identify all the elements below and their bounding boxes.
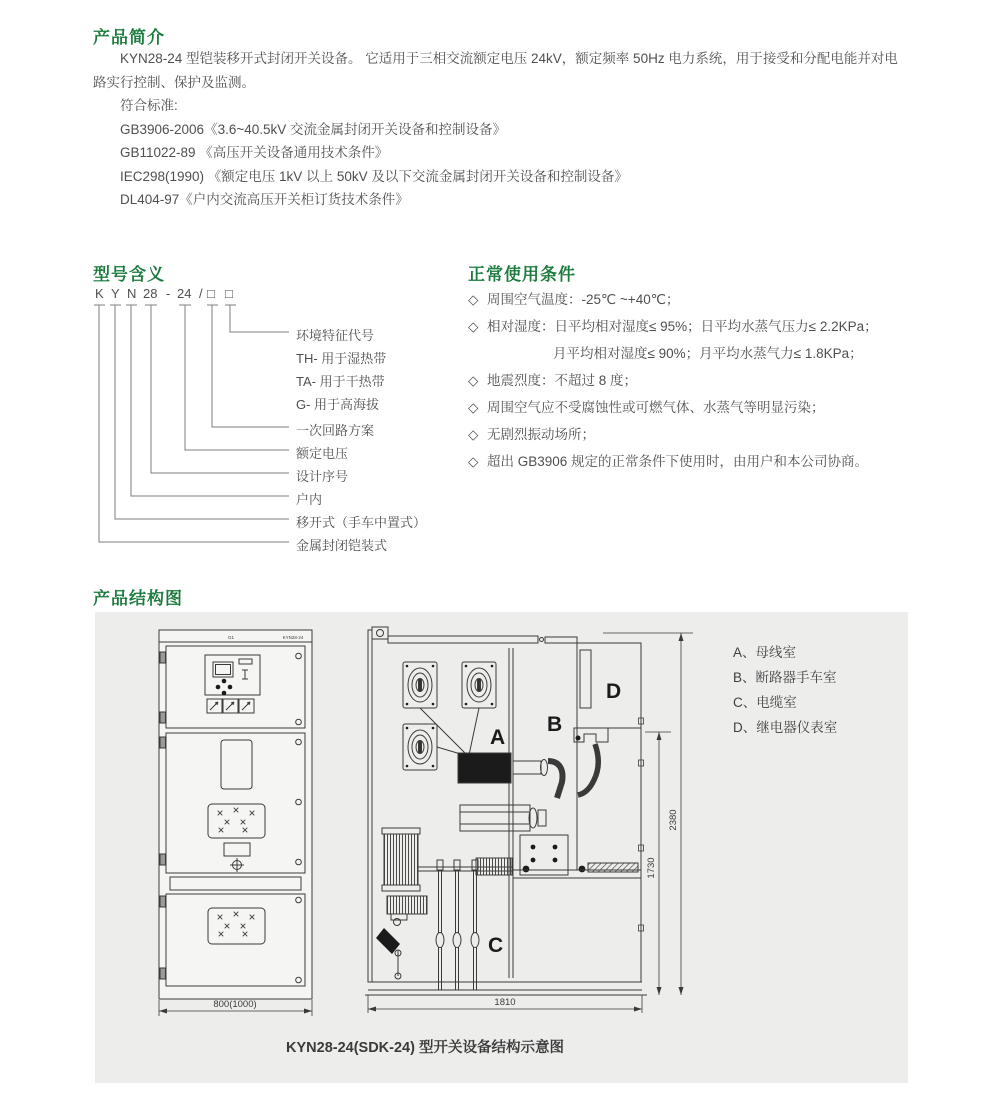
condition-text: 相对湿度：日平均相对湿度≤ 95%；日平均水蒸气压力≤ 2.2KPa； bbox=[487, 319, 878, 334]
condition-item bbox=[468, 313, 938, 340]
condition-text: 周围空气温度：-25℃ ~+40℃； bbox=[487, 292, 680, 307]
condition-item bbox=[468, 367, 938, 394]
busbar-bushing bbox=[462, 662, 496, 708]
side-width-dimension: 1810 bbox=[494, 997, 516, 1008]
section-title-structure: 产品结构图 bbox=[93, 589, 183, 609]
condition-text: 无剧烈振动场所； bbox=[487, 427, 595, 442]
code-char: 24 bbox=[177, 286, 192, 301]
model-label: 设计序号 bbox=[296, 469, 349, 484]
intro-paragraph: KYN28-24 型铠装移开式封闭开关设备。 它适用于三相交流额定电压 24kV，额定频率 50Hz 电力系统，用于接受和分配电能并对电路实行控制、保护及监测。 bbox=[93, 51, 898, 90]
model-label: 环境特征代号 bbox=[296, 328, 375, 343]
standard-item: GB11022-89 《高压开关设备通用技术条件》 bbox=[120, 145, 389, 160]
section-title-conditions: 正常使用条件 bbox=[468, 265, 576, 285]
side-height-dimension-inner: 1730 bbox=[646, 857, 657, 879]
standard-item: IEC298(1990) 《额定电压 1kV 以上 50kV 及以下交流金属封闭开关设备和控制设备》 bbox=[120, 168, 628, 184]
condition-item bbox=[468, 286, 938, 313]
legend-item: A、母线室 bbox=[733, 645, 797, 660]
code-placeholder-box: □ bbox=[225, 286, 233, 301]
model-label: 金属封闭铠装式 bbox=[296, 538, 388, 553]
legend-item: B、断路器手车室 bbox=[733, 670, 837, 685]
code-char: K bbox=[95, 286, 104, 301]
side-view-drawing bbox=[363, 620, 703, 1022]
condition-text: 地震烈度：不超过 8 度； bbox=[487, 373, 638, 388]
front-view-header-right: KYN28-24 bbox=[282, 635, 304, 640]
condition-text: 月平均相对湿度≤ 90%；月平均水蒸气力≤ 1.8KPa； bbox=[553, 346, 863, 361]
diamond-bullet-icon: ◇ bbox=[468, 427, 479, 442]
code-placeholder-box: □ bbox=[207, 286, 215, 301]
side-height-dimension-outer: 2380 bbox=[668, 809, 679, 831]
figure-caption: KYN28-24(SDK-24) 型开关设备结构示意图 bbox=[286, 1040, 564, 1056]
code-char: N bbox=[127, 286, 137, 301]
condition-item bbox=[468, 448, 938, 475]
structure-diagram-panel bbox=[95, 612, 908, 1083]
intro-body bbox=[93, 47, 906, 212]
model-label: 额定电压 bbox=[296, 446, 349, 461]
model-label: TA- 用于干热带 bbox=[296, 374, 385, 389]
model-label: 移开式（手车中置式） bbox=[296, 515, 427, 530]
conditions-list bbox=[468, 286, 938, 475]
section-title-model: 型号含义 bbox=[93, 265, 165, 285]
code-char: - bbox=[166, 286, 171, 301]
compartment-label-d: D bbox=[606, 680, 622, 703]
model-label: 户内 bbox=[296, 492, 323, 507]
compartment-d bbox=[577, 643, 641, 870]
diamond-bullet-icon: ◇ bbox=[468, 292, 479, 307]
compartment-label-c: C bbox=[488, 934, 504, 957]
condition-item bbox=[468, 421, 938, 448]
contact-assembly bbox=[520, 835, 585, 875]
standard-item: GB3906-2006《3.6~40.5kV 交流金属封闭开关设备和控制设备》 bbox=[120, 121, 506, 137]
diamond-bullet-icon: ◇ bbox=[468, 454, 479, 469]
code-char: 28 bbox=[143, 286, 158, 301]
front-view-header-left: G1 bbox=[227, 635, 235, 640]
condition-item bbox=[468, 394, 938, 421]
diamond-bullet-icon: ◇ bbox=[468, 319, 479, 334]
compartment-legend bbox=[733, 640, 837, 740]
compartment-label-b: B bbox=[547, 713, 563, 736]
code-char: Y bbox=[111, 286, 120, 301]
front-view-drawing bbox=[157, 626, 322, 1028]
model-label: 一次回路方案 bbox=[296, 423, 375, 438]
compartment-label-a: A bbox=[490, 726, 506, 749]
code-char: / bbox=[199, 286, 203, 301]
condition-text: 周围空气应不受腐蚀性或可燃气体、水蒸气等明显污染； bbox=[487, 400, 825, 415]
model-label: TH- 用于湿热带 bbox=[296, 351, 387, 366]
legend-item: D、继电器仪表室 bbox=[733, 720, 838, 735]
busbar-bushing bbox=[403, 662, 437, 708]
model-label: G- 用于高海拔 bbox=[296, 397, 380, 412]
condition-item-continuation bbox=[553, 340, 938, 367]
condition-text: 超出 GB3906 规定的正常条件下使用时，由用户和本公司协商。 bbox=[487, 454, 869, 469]
model-code-diagram bbox=[93, 280, 465, 565]
standards-heading: 符合标准: bbox=[120, 98, 178, 113]
busbar-bushing bbox=[403, 724, 437, 770]
diamond-bullet-icon: ◇ bbox=[468, 400, 479, 415]
legend-item: C、电缆室 bbox=[733, 695, 797, 710]
cables bbox=[436, 860, 479, 990]
section-title-intro: 产品简介 bbox=[93, 28, 165, 48]
earthing-switch-lever bbox=[376, 914, 407, 979]
front-width-dimension: 800(1000) bbox=[213, 999, 257, 1010]
diamond-bullet-icon: ◇ bbox=[468, 373, 479, 388]
standard-item: DL404-97《户内交流高压开关柜订货技术条件》 bbox=[120, 192, 409, 207]
